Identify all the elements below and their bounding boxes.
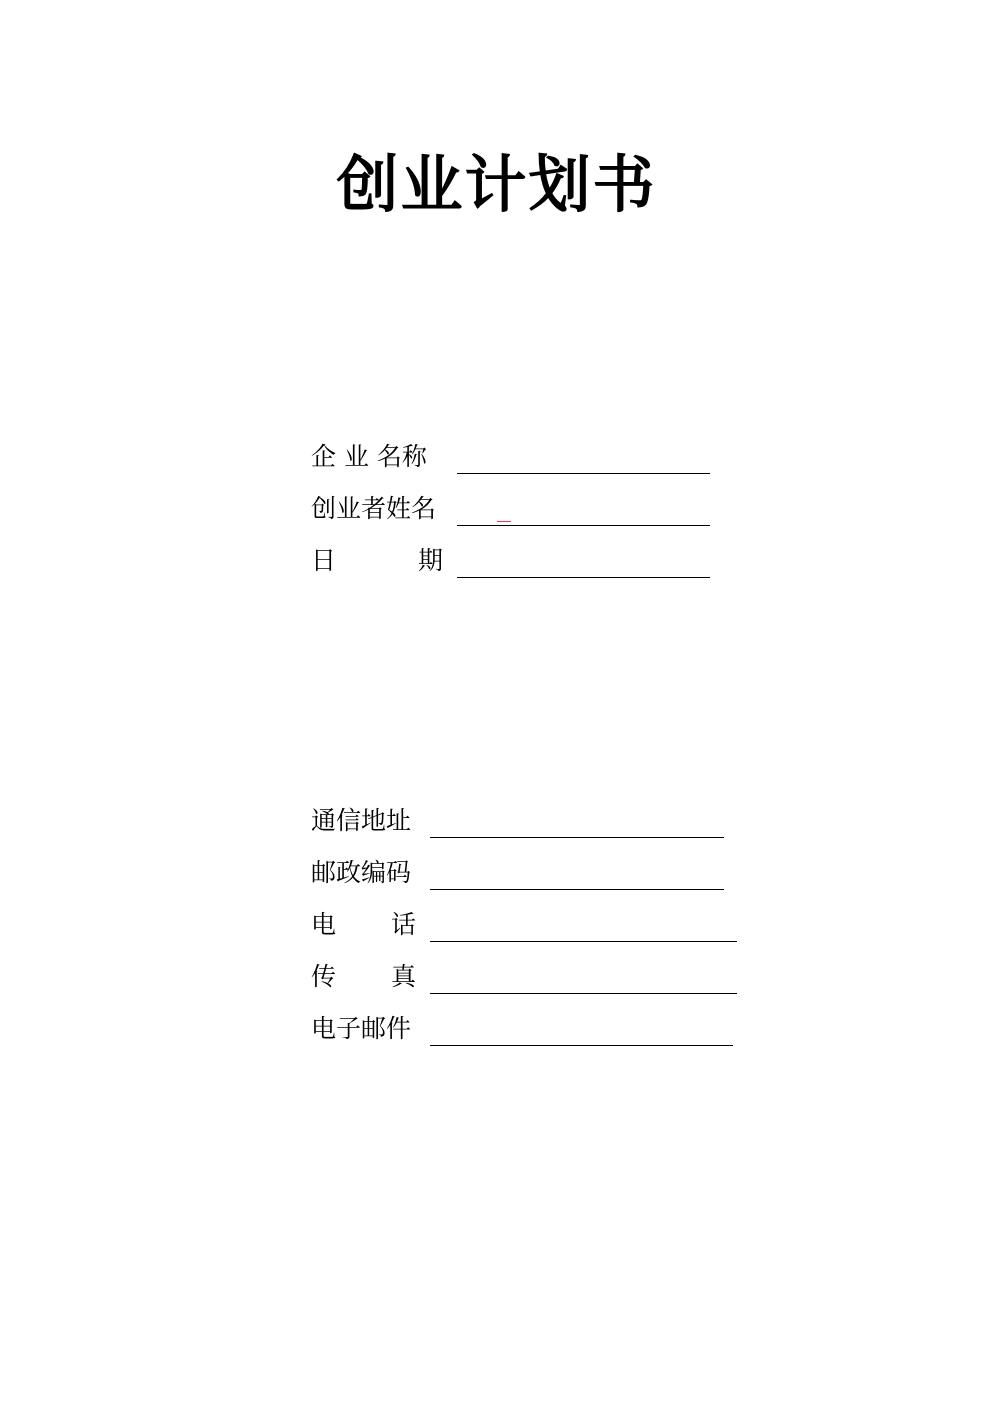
email-label: 电子邮件 [311,1014,412,1043]
company-name-label: 企 业 名称 [311,442,427,471]
date-field[interactable] [457,577,710,578]
postcode-row [311,856,741,896]
founder-name-field[interactable] [457,525,710,526]
company-name-row [311,440,711,480]
founder-name-label: 创业者姓名 [311,494,437,523]
date-row [311,544,711,584]
address-label: 通信地址 [311,806,412,835]
fax-field[interactable] [430,993,737,994]
postcode-field[interactable] [430,889,724,890]
phone-label-part-1: 电 [311,910,337,939]
document-title: 创业计划书 [336,148,657,221]
date-label-part-1: 日 [311,546,337,575]
spellcheck-mark [497,521,511,522]
founder-name-row [311,492,711,532]
date-label [311,544,443,578]
fax-label-part-1: 传 [311,962,337,991]
phone-label [311,908,416,942]
postcode-label: 邮政编码 [311,858,412,887]
fax-label-part-2: 真 [390,962,416,991]
email-row [311,1012,741,1052]
fax-row [311,960,741,1000]
address-row [311,804,741,844]
phone-field[interactable] [430,941,737,942]
phone-label-part-2: 话 [390,910,416,939]
fax-label [311,960,416,994]
email-field[interactable] [430,1045,733,1046]
phone-row [311,908,741,948]
company-name-field[interactable] [457,473,710,474]
address-field[interactable] [430,837,724,838]
date-label-part-2: 期 [417,546,443,575]
